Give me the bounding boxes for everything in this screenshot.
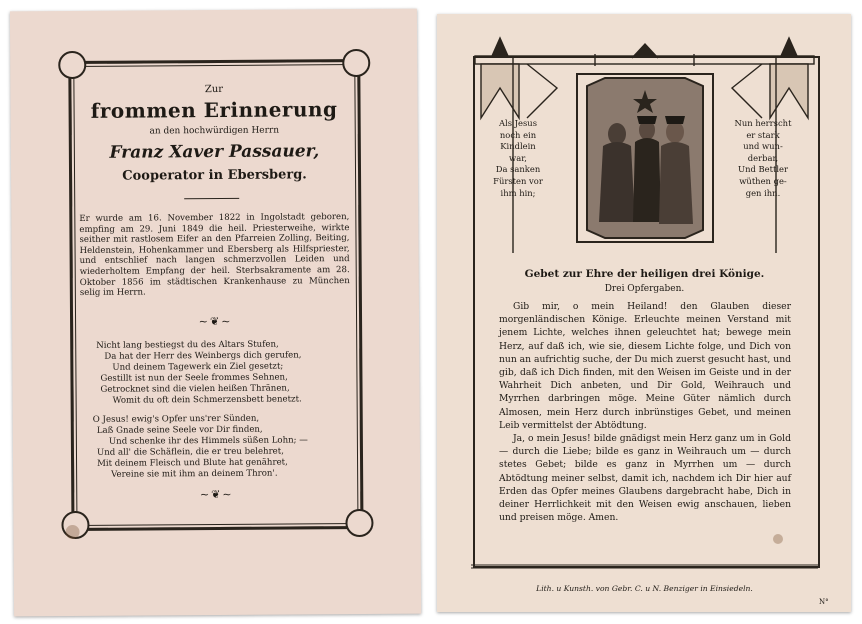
- ribbon-line: derbar,: [747, 152, 779, 163]
- poem-line: Und deinem Tagewerk ein Ziel gesetzt;: [112, 361, 284, 373]
- plate-number: N°: [819, 598, 829, 606]
- bottom-fringe-ornament-icon: [467, 562, 822, 576]
- ribbon-line: war,: [509, 152, 527, 163]
- corner-ornament-icon: [345, 509, 373, 537]
- ribbon-right: [729, 118, 797, 199]
- poem-line: Vereine sie mit ihm an deinem Thron'.: [111, 468, 278, 480]
- heading: frommen Erinnerung: [90, 97, 338, 123]
- deceased-title: Cooperator in Ebersberg.: [122, 167, 307, 184]
- prayer-paragraph: Gib mir, o mein Heiland! den Glauben dieser morgenländischen Könige. Erleuchte meinen Verstand mit jenem Lichte, welches ihnen geleuchtet hat; bewege mein Herz, auf daß ich, wie sie, diesem Lichte folge, und Dich von nun an aufrichtig suche, der Du mich zuerst gesucht hast, und gib, daß ich Dich finden, mit den Weisen im Geiste und in der Wahrheit Dich anbeten, und Dir Gold, Weihrauch und Myrrhen darbringen möge. Meine Güter nämlich durch Almosen, mein Herz durch inbrünstiges Gebet, und meinen Leib vermittelst der Abtödtung.: [499, 301, 791, 431]
- three-kings-engraving: [575, 72, 715, 244]
- poem-line: Und all' die Schäflein, die er treu belehret,: [96, 446, 284, 458]
- ribbon-line: Kindlein: [500, 141, 536, 152]
- corner-ornament-icon: [58, 51, 86, 79]
- prayer-title: Gebet zur Ehre der heiligen drei Könige.: [524, 268, 765, 280]
- ribbon-line: ihm hin;: [500, 187, 536, 198]
- memorial-card-front: [10, 9, 421, 617]
- memorial-card-back: [437, 14, 851, 612]
- ribbon-line: er stark: [746, 129, 780, 140]
- ribbon-line: Da sanken: [495, 164, 541, 175]
- stain: [65, 525, 79, 539]
- ribbon-line: Nun herrscht: [734, 118, 792, 128]
- publisher-imprint: Lith. u Kunsth. von Gebr. C. u N. Benziger in Einsiedeln.: [536, 584, 753, 593]
- poem-line: Womit du oft dein Schmerzensbett benetzt.: [112, 394, 302, 406]
- biography-text: Er wurde am 16. November 1822 in Ingolstadt geboren, empfing am 29. Juni 1849 die heil. Priesterweihe, wirkte seither mit rastlosem Eifer an den Pfarreien Zolling, Beiting, Heldenstein, Hohenkammer und Ebersberg als Hilfspriester, und entschlief nach langen schmerzvollen Leiden und wiederholtem Empfang der heil. Sterbsakramente am 28. Oktober 1856 im städtischen Krankenhause zu München selig im Herrn.: [79, 212, 350, 299]
- deceased-name: Franz Xaver Passauer,: [109, 141, 320, 163]
- ribbon-left: [487, 118, 549, 199]
- ribbon-line: und wun-: [743, 141, 783, 152]
- ribbon-line: wüthen ge-: [739, 175, 787, 186]
- poem-line: Nicht lang bestiegst du des Altars Stufen,: [96, 339, 279, 351]
- stain: [773, 534, 783, 544]
- dedication-line: an den hochwürdigen Herrn: [149, 125, 280, 137]
- poem-line: Mit deinem Fleisch und Blute hat genähret,: [97, 457, 288, 469]
- poem-line: O Jesus! ewig's Opfer uns'rer Sünden,: [92, 413, 260, 425]
- poem-line: Getrocknet sind die vielen heißen Thränen,: [100, 383, 290, 395]
- ribbon-line: Und Bettler: [738, 164, 788, 175]
- poem-line: Und schenke ihr des Himmels süßen Lohn; —: [108, 435, 308, 447]
- prayer-body: [499, 300, 791, 524]
- intro-zur: Zur: [204, 83, 224, 96]
- prayer-subtitle: Drei Opfergaben.: [604, 284, 685, 294]
- ribbon-line: noch ein: [499, 129, 537, 140]
- ribbon-line: Fürsten vor: [493, 175, 543, 186]
- poem-line: Gestillt ist nun der Seele frommes Sehnen,: [100, 372, 288, 384]
- corner-ornament-icon: [342, 49, 370, 77]
- poem-line: Laß Gnade seine Seele vor Dir finden,: [96, 424, 263, 436]
- poem-line: Da hat der Herr des Weinbergs dich gerufen,: [104, 350, 302, 362]
- prayer-paragraph: Ja, o mein Jesus! bilde gnädigst mein Herz ganz um in Gold — durch die Liebe; bilde es ganz in Weihrauch um — durch stetes Gebet; bilde es ganz in Myrrhen um — durch Abtödtung meiner selbst, damit ich, nachdem ich Dir hier auf Erden das Opfer meines Glaubens dargebracht habe, Dich in deiner Herrlichkeit mit den Weisen ewig anschauen, lieben und preisen möge. Amen.: [499, 433, 791, 524]
- flourish-divider-icon: ~❦~: [198, 314, 233, 329]
- ribbon-line: gen ihn.: [745, 187, 781, 198]
- ribbon-line: Als Jesus: [499, 118, 537, 128]
- flourish-divider-icon: ~❦~: [199, 487, 234, 502]
